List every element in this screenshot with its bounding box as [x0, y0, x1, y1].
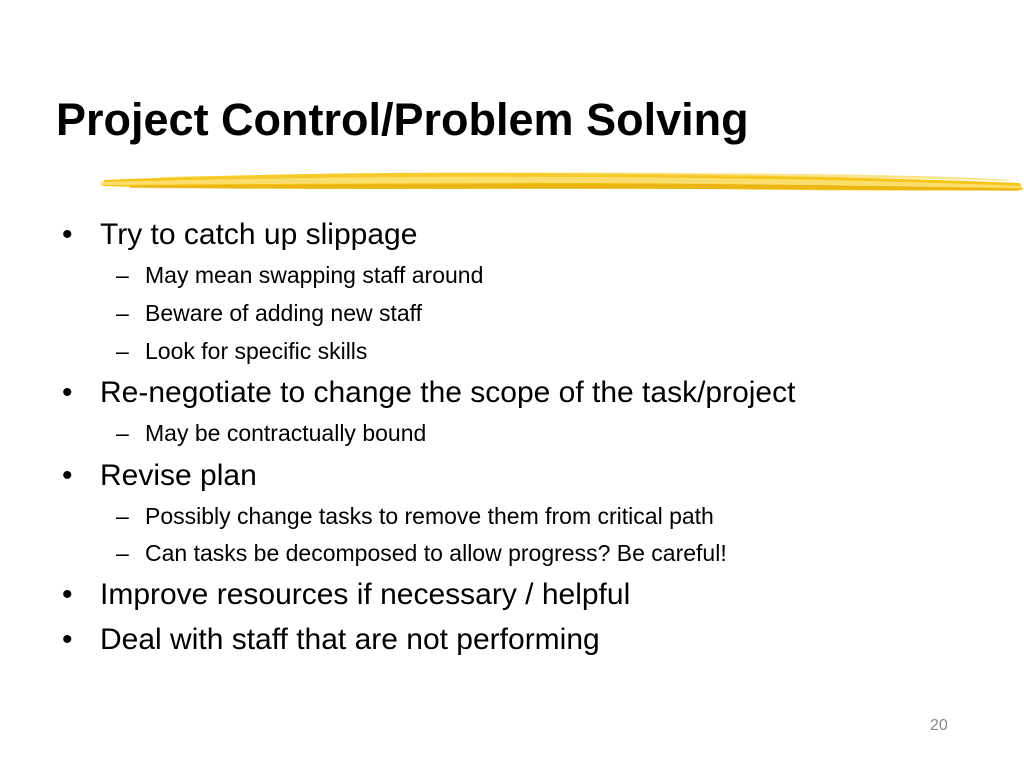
bullet-mark: •	[62, 459, 73, 492]
bullet-mark: •	[62, 218, 73, 251]
bullet-text: Revise plan	[100, 459, 257, 492]
bullet-text: Re-negotiate to change the scope of the task/project	[100, 376, 796, 409]
dash-mark: –	[116, 540, 129, 566]
dash-mark: –	[116, 338, 129, 364]
bullet-mark: •	[62, 623, 73, 656]
sub-bullet-text: Beware of adding new staff	[145, 300, 423, 326]
bullet-mark: •	[62, 376, 73, 409]
dash-mark: –	[116, 420, 129, 446]
bullet-mark: •	[62, 578, 73, 611]
bullet-text: Deal with staff that are not performing	[100, 623, 600, 656]
dash-mark: –	[116, 503, 129, 529]
slide-title: Project Control/Problem Solving	[56, 94, 749, 145]
sub-bullet-text: Can tasks be decomposed to allow progress? Be careful!	[145, 540, 727, 566]
dash-mark: –	[116, 262, 129, 288]
bullet-text: Try to catch up slippage	[100, 218, 418, 251]
bullet-text: Improve resources if necessary / helpful	[100, 578, 631, 611]
page-number: 20	[930, 717, 948, 734]
sub-bullet-text: May be contractually bound	[145, 420, 427, 446]
sub-bullet-text: Look for specific skills	[145, 338, 368, 364]
sub-bullet-text: Possibly change tasks to remove them from critical path	[145, 503, 714, 529]
dash-mark: –	[116, 300, 129, 326]
sub-bullet-text: May mean swapping staff around	[145, 262, 484, 288]
